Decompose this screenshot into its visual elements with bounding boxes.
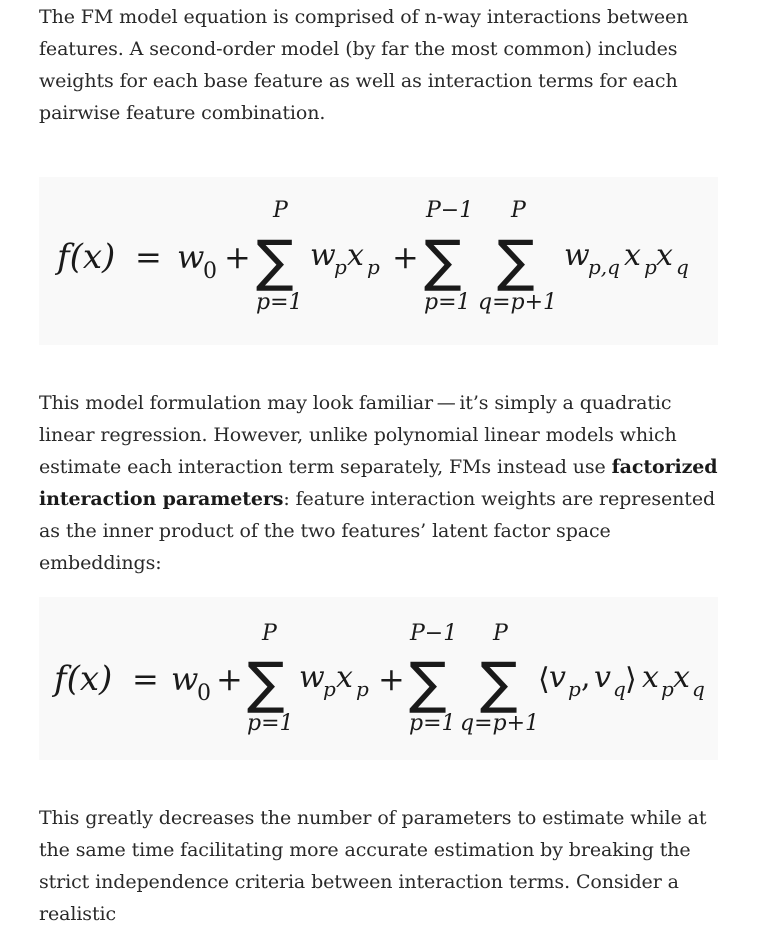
- eq1-sum3-sigma: ∑: [497, 229, 535, 294]
- paragraph-factorized-params: [39, 387, 729, 579]
- eq2-sum3-sigma: ∑: [480, 651, 518, 716]
- eq2-lhs: f(x): [54, 659, 113, 699]
- eq1-sum2-sigma: ∑: [424, 229, 462, 294]
- eq2-w0-sub: 0: [197, 681, 211, 706]
- eq1-term1-x: x: [347, 238, 364, 273]
- equation-1-graphic: [39, 177, 718, 345]
- eq2-plus-2: +: [378, 660, 405, 698]
- eq2-term2-x1: x: [642, 660, 659, 695]
- eq1-term2-x1-sub: p: [644, 255, 657, 279]
- eq1-plus-1: +: [224, 238, 251, 276]
- eq2-term1-x: x: [336, 660, 353, 695]
- eq2-inner-close: ⟩: [625, 662, 637, 697]
- eq1-term1-x-sub: p: [367, 255, 380, 279]
- paragraph-parameter-reduction: This greatly decreases the number of parameters to estimate while at the same time facilitating more accurate estimation by breaking the strict independence criteria between interaction terms. Consider a realistic: [39, 807, 707, 925]
- equation-fm-second-order: [39, 177, 718, 345]
- eq2-equals: =: [132, 660, 159, 698]
- eq1-lhs: f(x): [57, 237, 116, 277]
- eq2-term1-x-sub: p: [356, 677, 369, 701]
- eq1-term2-x2-sub: q: [676, 255, 689, 279]
- eq2-inner-comma: ,: [581, 660, 591, 695]
- eq2-sum3-upper: P: [493, 621, 508, 646]
- eq2-inner-v2-sub: q: [613, 677, 626, 701]
- eq2-term1-w: w: [299, 660, 325, 695]
- eq2-inner-v1-sub: p: [568, 677, 581, 701]
- eq2-term1-w-sub: p: [323, 677, 336, 701]
- eq1-term2-w: w: [564, 238, 590, 273]
- eq2-sum1-upper: P: [262, 621, 277, 646]
- eq2-term2-x1-sub: p: [661, 677, 674, 701]
- eq1-equals: =: [135, 238, 162, 276]
- equation-2-graphic: [39, 597, 718, 760]
- paragraph-2-text-after: : feature interaction weights are represented as the inner product of the two features’ latent factor space embeddings:: [39, 488, 716, 574]
- equation-fm-factorized: [39, 597, 718, 760]
- eq2-inner-open: ⟨: [538, 662, 550, 697]
- eq2-sum2-sigma: ∑: [409, 651, 447, 716]
- eq1-term1-w-sub: p: [334, 255, 347, 279]
- eq1-sum3-upper: P: [511, 198, 526, 223]
- eq2-term2-x2-sub: q: [692, 677, 705, 701]
- eq2-inner-v2: v: [594, 660, 611, 695]
- eq2-inner-v1: v: [549, 660, 566, 695]
- eq1-sum2-lower: p=1: [424, 290, 471, 315]
- eq1-sum1-sigma: ∑: [256, 229, 294, 294]
- eq1-w0-sub: 0: [203, 259, 217, 284]
- eq2-sum3-lower: q=p+1: [460, 711, 540, 736]
- eq1-sum3-lower: q=p+1: [478, 290, 558, 315]
- eq1-term1-w: w: [310, 238, 336, 273]
- paragraph-2-bold-term: factorized interaction parameters: [39, 456, 718, 510]
- eq1-w0: w: [177, 238, 205, 276]
- eq1-term2-w-sub: p,q: [588, 255, 620, 279]
- eq1-sum2-upper: P−1: [426, 198, 474, 223]
- eq1-sum1-upper: P: [273, 198, 288, 223]
- eq1-plus-2: +: [392, 238, 419, 276]
- eq1-term2-x1: x: [624, 238, 641, 273]
- eq2-sum2-lower: p=1: [409, 711, 456, 736]
- eq2-sum1-sigma: ∑: [247, 651, 285, 716]
- paragraph-fm-equation-intro: The FM model equation is comprised of n-way interactions between features. A second-order model (by far the most common) includes weights for each base feature as well as interaction terms for each pairwise feature combination.: [39, 6, 689, 124]
- eq1-sum1-lower: p=1: [256, 290, 303, 315]
- paragraph-2-text-before: This model formulation may look familiar — it’s simply a quadratic linear regression. However, unlike polynomial linear models which estimate each interaction term separately, FMs instead use: [39, 392, 677, 478]
- eq2-w0: w: [171, 660, 199, 698]
- eq1-term2-x2: x: [656, 238, 673, 273]
- eq2-plus-1: +: [216, 660, 243, 698]
- eq2-term2-x2: x: [673, 660, 690, 695]
- eq2-sum1-lower: p=1: [247, 711, 294, 736]
- eq2-sum2-upper: P−1: [410, 621, 458, 646]
